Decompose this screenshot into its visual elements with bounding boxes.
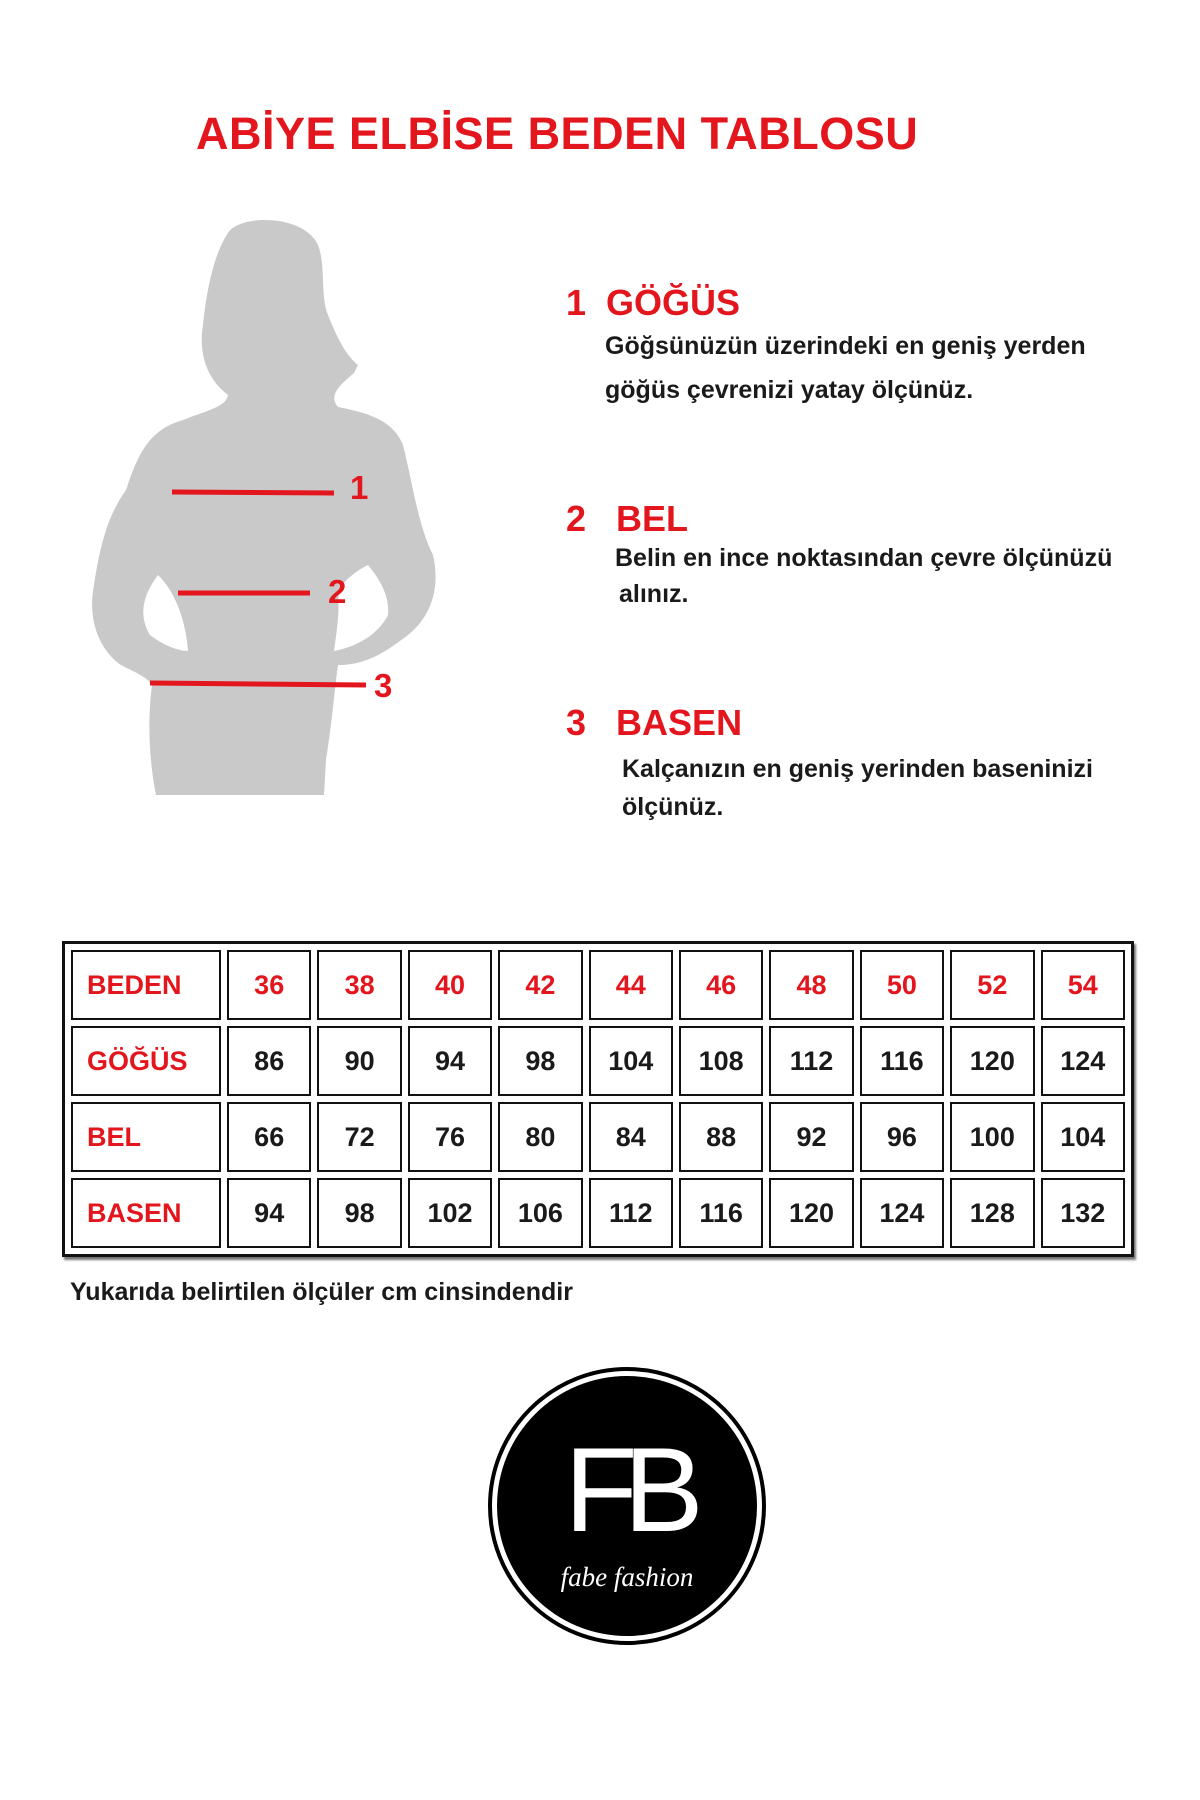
measurement-heading-bust	[566, 282, 740, 324]
table-cell-value: 76	[408, 1102, 492, 1172]
table-cell-size: 38	[317, 950, 401, 1020]
table-cell-value: 86	[227, 1026, 311, 1096]
measurement-line: göğüs çevrenizi yatay ölçünüz.	[605, 376, 974, 404]
table-cell-value: 112	[769, 1026, 853, 1096]
table-cell-value: 92	[769, 1102, 853, 1172]
table-cell-value: 94	[227, 1178, 311, 1248]
measurement-line: Göğsünüzün üzerindeki en geniş yerden	[605, 332, 1086, 360]
bust-marker-number: 1	[350, 469, 369, 506]
table-cell-value: 88	[679, 1102, 763, 1172]
measurement-line: Kalçanızın en geniş yerinden baseninizi	[622, 755, 1093, 783]
measurement-text-hip	[622, 750, 1093, 826]
table-cell-value: 112	[589, 1178, 673, 1248]
hip-measure-line	[150, 683, 366, 685]
page-title: ABİYE ELBİSE BEDEN TABLOSU	[196, 108, 919, 159]
bust-measure-line	[172, 492, 334, 493]
measurement-name: BEL	[616, 498, 689, 539]
table-row-header	[71, 950, 1125, 1020]
table-cell-value: 98	[317, 1178, 401, 1248]
table-cell-value: 104	[1041, 1102, 1125, 1172]
hip-marker-number: 3	[374, 667, 393, 704]
table-cell-value: 66	[227, 1102, 311, 1172]
table-cell-value: 128	[950, 1178, 1034, 1248]
table-cell-label: GÖĞÜS	[71, 1026, 221, 1096]
measurement-number: 1	[566, 282, 587, 323]
units-note: Yukarıda belirtilen ölçüler cm cinsindendir	[70, 1278, 573, 1306]
table-cell-value: 96	[860, 1102, 944, 1172]
table-cell-value: 90	[317, 1026, 401, 1096]
size-table	[62, 941, 1134, 1257]
table-cell-value: 132	[1041, 1178, 1125, 1248]
table-cell-size: 54	[1041, 950, 1125, 1020]
table-cell-value: 108	[679, 1026, 763, 1096]
table-cell-value: 94	[408, 1026, 492, 1096]
table-cell-value: 98	[498, 1026, 582, 1096]
table-cell-label: BASEN	[71, 1178, 221, 1248]
table-cell-value: 106	[498, 1178, 582, 1248]
table-row-waist	[71, 1102, 1125, 1172]
body-silhouette-icon	[88, 215, 488, 795]
body-silhouette-figure	[88, 215, 488, 795]
table-cell-size: 46	[679, 950, 763, 1020]
table-cell-value: 80	[498, 1102, 582, 1172]
waist-marker-number: 2	[328, 573, 347, 610]
table-cell-size: 36	[227, 950, 311, 1020]
measurement-text-bust	[605, 324, 1086, 412]
brand-logo	[487, 1366, 767, 1646]
measurement-number: 3	[566, 702, 587, 743]
table-cell-value: 116	[860, 1026, 944, 1096]
table-cell-value: 120	[769, 1178, 853, 1248]
table-cell-label: BEDEN	[71, 950, 221, 1020]
measurement-text-waist	[615, 540, 1112, 612]
measurement-line: ölçünüz.	[622, 793, 724, 821]
table-cell-value: 104	[589, 1026, 673, 1096]
table-cell-size: 50	[860, 950, 944, 1020]
measurement-heading-waist	[566, 498, 688, 540]
logo-brand-name: fabe fashion	[560, 1562, 694, 1592]
measurement-number: 2	[566, 498, 587, 539]
logo-letters: FB	[564, 1423, 690, 1557]
table-cell-value: 72	[317, 1102, 401, 1172]
table-cell-label: BEL	[71, 1102, 221, 1172]
table-cell-value: 100	[950, 1102, 1034, 1172]
size-table-grid	[65, 944, 1131, 1254]
table-row-hip	[71, 1178, 1125, 1248]
table-cell-value: 84	[589, 1102, 673, 1172]
measurement-line: alınız.	[619, 580, 689, 608]
table-cell-size: 40	[408, 950, 492, 1020]
table-cell-size: 44	[589, 950, 673, 1020]
table-cell-value: 102	[408, 1178, 492, 1248]
table-cell-value: 120	[950, 1026, 1034, 1096]
table-cell-value: 116	[679, 1178, 763, 1248]
measurement-line: Belin en ince noktasından çevre ölçünüzü	[615, 544, 1113, 572]
measurement-heading-hip	[566, 702, 742, 744]
table-row-bust	[71, 1026, 1125, 1096]
measurement-name: BASEN	[616, 702, 743, 743]
table-cell-size: 48	[769, 950, 853, 1020]
table-cell-value: 124	[1041, 1026, 1125, 1096]
table-cell-value: 124	[860, 1178, 944, 1248]
table-cell-size: 42	[498, 950, 582, 1020]
table-cell-size: 52	[950, 950, 1034, 1020]
measurement-name: GÖĞÜS	[606, 282, 741, 323]
